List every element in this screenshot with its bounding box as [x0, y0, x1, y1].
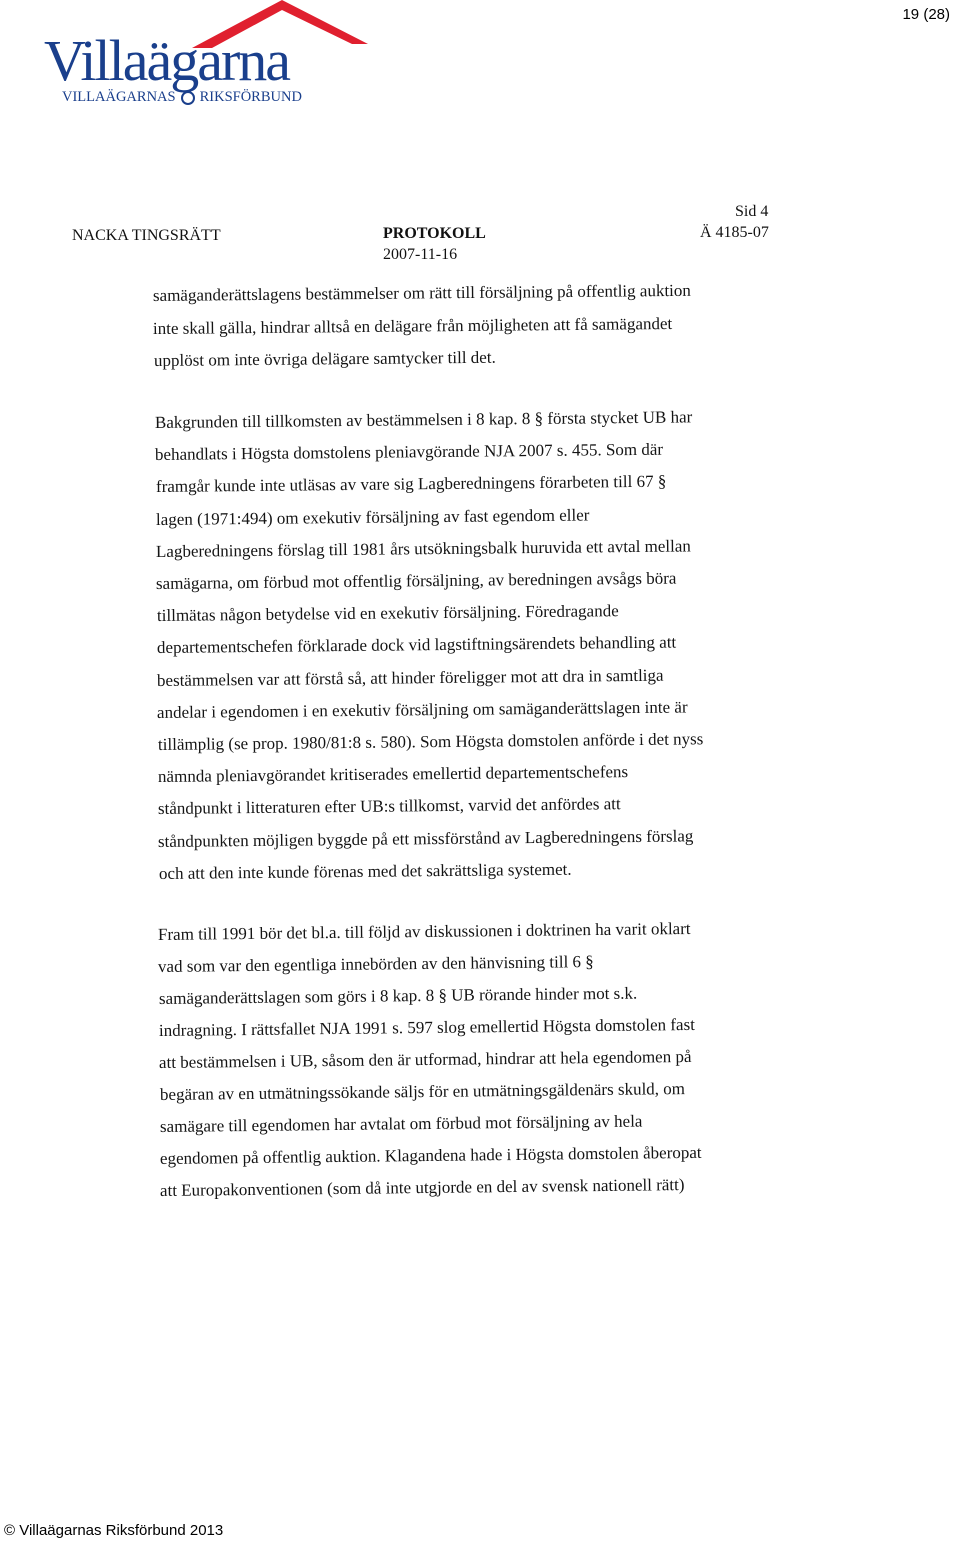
- body-line: samäganderättslagen som görs i 8 kap. 8 § UB rörande hinder mot s.k.: [158, 983, 637, 1008]
- case-number: Ä 4185-07: [700, 224, 769, 241]
- document-date: 2007-11-16: [383, 246, 458, 263]
- circle-icon: [181, 91, 195, 105]
- body-line: tillämplig (se prop. 1980/81:8 s. 580). Som Högsta domstolen anförde i det nyss: [157, 729, 703, 754]
- body-line: att bestämmelsen i UB, såsom den är utformad, hindrar att hela egendomen på: [159, 1046, 692, 1072]
- body-line: ståndpunkten möjligen byggde på ett missförstånd av Lagberedningens förslag: [158, 825, 694, 851]
- body-line: departementschefen förklarade dock vid lagstiftningsärendets behandling att: [156, 632, 677, 658]
- body-line: samägare till egendomen har avtalat om förbud mot försäljning av hela: [159, 1111, 643, 1136]
- body-line: begäran av en utmätningssökande säljs för en utmätningsgäldenärs skuld, om: [159, 1079, 685, 1104]
- document-type: PROTOKOLL: [383, 225, 486, 242]
- copyright-footer: © Villaägarnas Riksförbund 2013: [4, 1522, 224, 1539]
- body-line: vad som var den egentliga innebörden av den hänvisning till 6 §: [158, 952, 595, 976]
- logo-subtitle-right: RIKSFÖRBUND: [199, 89, 302, 105]
- body-line: tillmätas någon betydelse vid en exekutiv försäljning. Föredragande: [156, 601, 619, 626]
- body-line: upplöst om inte övriga delägare samtycker till det.: [153, 347, 496, 370]
- body-line: och att den inte kunde förenas med det sakrättsliga systemet.: [158, 859, 572, 883]
- body-line: indragning. I rättsfallet NJA 1991 s. 597 slog emellertid Högsta domstolen fast: [158, 1014, 695, 1040]
- logo-subtitle-left: VILLAÄGARNAS: [62, 89, 176, 105]
- logo-wordmark: Villaägarna: [44, 28, 290, 93]
- body-line: egendomen på offentlig auktion. Klagandena hade i Högsta domstolen åberopat: [159, 1142, 702, 1168]
- body-line: ståndpunkt i litteraturen efter UB:s tillkomst, varvid det anfördes att: [157, 794, 621, 819]
- court-name: NACKA TINGSRÄTT: [72, 227, 221, 244]
- page-number: 19 (28): [902, 6, 950, 23]
- body-line: Lagberedningens förslag till 1981 års utsökningsbalk huruvida ett avtal mellan: [155, 536, 691, 561]
- body-line: samägarna, om förbud mot offentlig försäljning, av beredningen avsågs böra: [156, 568, 677, 593]
- sheet-number: Sid 4: [735, 203, 769, 220]
- villaagarna-logo: [40, 0, 340, 110]
- body-line: framgår kunde inte utläsas av vare sig Lagberedningens förarbeten till 67 §: [155, 472, 666, 497]
- body-line: lagen (1971:494) om exekutiv försäljning av fast egendom eller: [155, 505, 590, 529]
- body-line: behandlats i Högsta domstolens pleniavgörande NJA 2007 s. 455. Som där: [155, 439, 664, 465]
- body-line: att Europakonventionen (som då inte utgjorde en del av svensk nationell rätt): [160, 1175, 685, 1200]
- body-line: samäganderättslagens bestämmelser om rätt till försäljning på offentlig auktion: [152, 280, 691, 305]
- body-line: bestämmelsen var att förstå så, att hinder föreligger mot att dra in samtliga: [156, 665, 664, 690]
- body-line: Bakgrunden till tillkomsten av bestämmelsen i 8 kap. 8 § första stycket UB har: [154, 407, 693, 432]
- logo-subtitle: [62, 89, 302, 106]
- body-line: nämnda pleniavgörandet kritiserades emellertid departementschefens: [157, 762, 628, 787]
- body-line: inte skall gälla, hindrar alltså en delägare från möjligheten att få samägandet: [153, 313, 673, 338]
- body-line: andelar i egendomen i en exekutiv försäljning om samäganderättslagen inte är: [157, 697, 688, 722]
- body-line: Fram till 1991 bör det bl.a. till följd av diskussionen i doktrinen ha varit oklart: [157, 918, 691, 944]
